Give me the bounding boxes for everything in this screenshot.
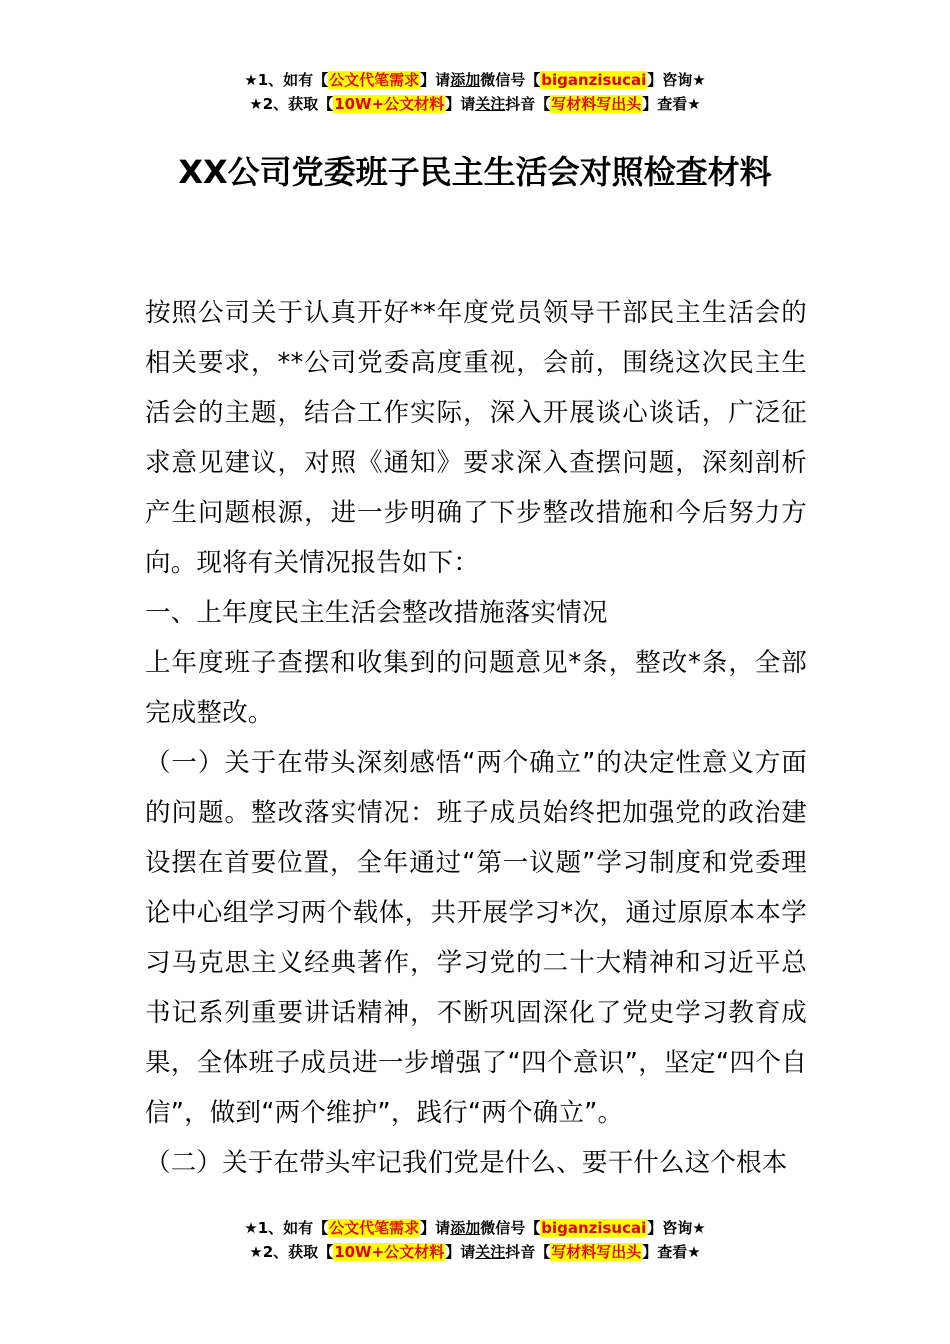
section-heading: 一、上年度民主生活会整改措施落实情况 bbox=[145, 598, 608, 628]
banner-text: ★2、获取【 bbox=[249, 95, 334, 113]
banner-text: 】请 bbox=[445, 1243, 476, 1261]
banner-text: 】咨询★ bbox=[647, 1219, 706, 1237]
header-banner bbox=[0, 68, 950, 116]
banner-text: ★1、如有【 bbox=[244, 1219, 329, 1237]
banner-text: 微信号【 bbox=[480, 71, 541, 89]
document-body bbox=[145, 288, 807, 1188]
banner-underlined-text: 关注 bbox=[475, 1243, 506, 1261]
body-paragraph: （二）关于在带头牢记我们党是什么、要干什么这个根本 bbox=[145, 1148, 788, 1178]
banner-highlight: 10W+公文材料 bbox=[334, 1243, 445, 1261]
banner-text: 】请 bbox=[420, 71, 451, 89]
banner-text: 抖音【 bbox=[505, 95, 551, 113]
banner-text: 】请 bbox=[445, 95, 476, 113]
banner-highlight: 写材料写出头 bbox=[551, 95, 642, 113]
banner-underlined-text: 添加 bbox=[450, 71, 481, 89]
banner-underlined-text: 添加 bbox=[450, 1219, 481, 1237]
body-paragraph: （一）关于在带头深刻感悟“两个确立”的决定性意义方面的问题。整改落实情况：班子成员始终把加强党的政治建设摆在首要位置，全年通过“第一议题”学习制度和党委理论中心组学习两个载体，共开展学习*次，通过原原本本学习马克思主义经典著作，学习党的二十大精神和习近平总书记系列重要讲话精神，不断巩固深化了党史学习教育成果，全体班子成员进一步增强了“四个意识”，坚定“四个自信”，做到“两个维护”，践行“两个确立”。 bbox=[145, 748, 807, 1128]
banner-text: 抖音【 bbox=[505, 1243, 551, 1261]
banner-text: 】查看★ bbox=[642, 1243, 701, 1261]
banner-line-1 bbox=[0, 68, 950, 92]
intro-paragraph: 按照公司关于认真开好**年度党员领导干部民主生活会的相关要求，**公司党委高度重视，会前，围绕这次民主生活会的主题，结合工作实际，深入开展谈心谈话，广泛征求意见建议，对照《通知》要求深入查摆问题，深刻剖析产生问题根源，进一步明确了下步整改措施和今后努力方向。现将有关情况报告如下： bbox=[145, 298, 807, 578]
banner-highlight: 10W+公文材料 bbox=[334, 95, 445, 113]
banner-text: 】请 bbox=[420, 1219, 451, 1237]
banner-line-2 bbox=[0, 92, 950, 116]
footer-banner bbox=[0, 1216, 950, 1264]
banner-line-2 bbox=[0, 1240, 950, 1264]
banner-underlined-text: 关注 bbox=[475, 95, 506, 113]
banner-text: 】查看★ bbox=[642, 95, 701, 113]
banner-highlight: 公文代笔需求 bbox=[329, 1219, 420, 1237]
banner-text: 微信号【 bbox=[480, 1219, 541, 1237]
body-paragraph: 上年度班子查摆和收集到的问题意见*条，整改*条，全部完成整改。 bbox=[145, 648, 807, 728]
banner-highlight: biganzisucai bbox=[541, 1219, 647, 1237]
banner-line-1 bbox=[0, 1216, 950, 1240]
banner-highlight: 公文代笔需求 bbox=[329, 71, 420, 89]
banner-highlight: biganzisucai bbox=[541, 71, 647, 89]
banner-text: ★1、如有【 bbox=[244, 71, 329, 89]
banner-text: 】咨询★ bbox=[647, 71, 706, 89]
banner-text: ★2、获取【 bbox=[249, 1243, 334, 1261]
banner-highlight: 写材料写出头 bbox=[551, 1243, 642, 1261]
document-title: XX公司党委班子民主生活会对照检查材料 bbox=[178, 153, 772, 191]
